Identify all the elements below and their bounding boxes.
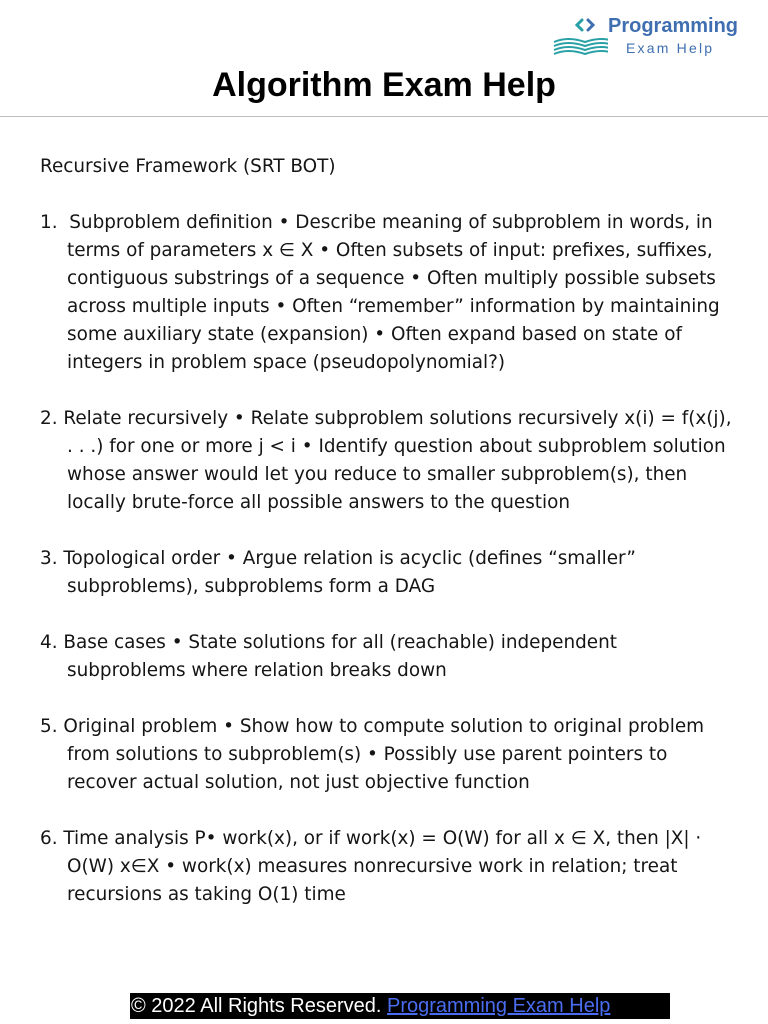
list-item-subproblem-definition: 1. Subproblem definition • Describe meaning of subproblem in words, in terms of parameters x ∈ X • Often subsets of input: prefixes, suffixes, contiguous substrings of a sequence • Often multiply possible subsets across multiple inputs • Often “remember” information by maintaining some auxiliary state (expansion) • Often expand based on state of integers in problem space (pseudopolynomial?) (40, 212, 720, 373)
logo-subtitle: Exam Help (626, 40, 715, 56)
document-body (40, 153, 740, 937)
list-item-time-analysis: 6. Time analysis P• work(x), or if work(x) = O(W) for all x ∈ X, then |X| · O(W) x∈X • work(x) measures nonrecursive work in relation; treat recursions as taking O(1) time (40, 828, 702, 905)
section-heading: Recursive Framework (SRT BOT) (40, 156, 336, 177)
brand-logo (552, 14, 752, 60)
copyright-text: © 2022 All Rights Reserved. (131, 995, 387, 1017)
page-title: Algorithm Exam Help (212, 66, 556, 104)
header-divider (0, 116, 768, 117)
list-item-original-problem: 5. Original problem • Show how to compute solution to original problem from solutions to subproblem(s) • Possibly use parent pointers to recover actual solution, not just objective function (40, 716, 705, 793)
copyright-footer (130, 993, 670, 1019)
logo-title: Programming (608, 15, 739, 37)
list-item-relate-recursively: 2. Relate recursively • Relate subproblem solutions recursively x(i) = f(x(j), . . .) for one or more j < i • Identify question about subproblem solution whose answer would let you reduce to smaller subproblem(s), then locally brute-force all possible answers to the question (40, 408, 732, 513)
list-item-topological-order: 3. Topological order • Argue relation is acyclic (defines “smaller” subproblems), subproblems form a DAG (40, 548, 636, 597)
footer-link[interactable]: Programming Exam Help (386, 995, 611, 1017)
list-item-base-cases: 4. Base cases • State solutions for all (reachable) independent subproblems where relation breaks down (40, 632, 617, 681)
book-logo-icon (552, 14, 608, 60)
